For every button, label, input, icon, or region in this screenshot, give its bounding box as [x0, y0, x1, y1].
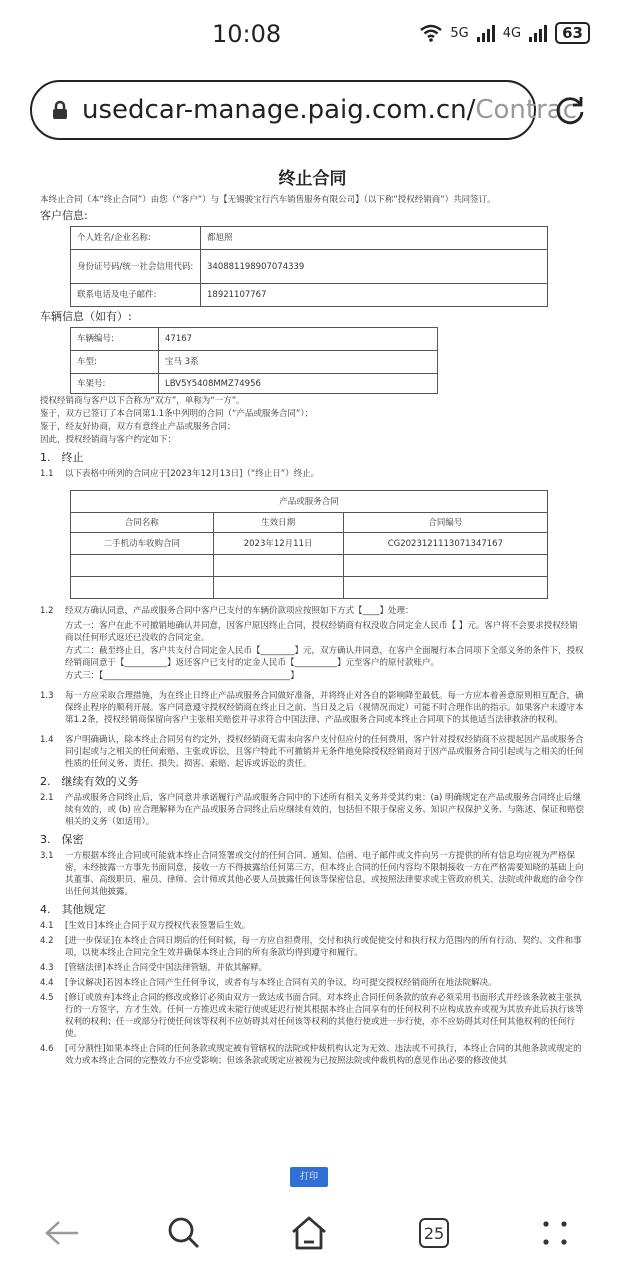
reload-icon[interactable]: [554, 94, 586, 126]
clause-3-1: [40, 850, 585, 898]
table-cell: 47167: [159, 328, 438, 351]
lock-icon: [52, 100, 68, 120]
print-button[interactable]: 打印: [290, 1167, 328, 1187]
clause-text: 每一方应采取合理措施，为在终止日终止产品或服务合同做好准备，并将终止对各自的影响降至最低。每一方应本着善意原则相互配合，确保终止程序的顺利开展。客户同意遵守授权经销商在终止日之前、当日及之后（视情况而定）可能不时合理作出的指示。如果客户未遵守本第1.2条，授权经销商保留向客户主张相关赔偿并寻求符合中国法律、产品或服务合同或本终止合同项下的其他适当法律救济的权利。: [65, 691, 584, 725]
customer-info-table: [70, 226, 548, 307]
table-row: [71, 351, 438, 374]
url-domain: usedcar-manage.paig.com.cn/: [82, 95, 476, 125]
battery-icon: 63: [555, 22, 590, 44]
back-arrow-icon[interactable]: [42, 1213, 82, 1253]
clause-text: 客户明确确认，除本终止合同另有约定外，授权经销商无需未向客户支付但应付的任何费用，客户针对授权经销商不应提起因产品或服务合同引起或与之相关的任何索赔、主张或诉讼，且客户特此不可撤销并无条件地免除授权经销商对于因产品或服务合同引起或与之相关的任何性质的任何义务、责任、损失、损害、索赔、起诉或诉讼的责任。: [65, 735, 584, 769]
recital: 因此，授权经销商与客户约定如下：: [40, 435, 177, 445]
recital: 鉴于，经友好协商，双方有意终止产品或服务合同；: [40, 422, 236, 432]
home-icon[interactable]: [289, 1213, 329, 1253]
table-cell: 车架号:: [71, 374, 159, 394]
signal-5g-label: 5G: [450, 25, 469, 41]
clause-number: 4.5: [40, 993, 54, 1003]
url-text: [82, 95, 577, 125]
clause-number: 2.1: [40, 793, 54, 803]
intro-paragraph: 本终止合同（本“终止合同”）由您（“客户”）与【无锡骏宝行汽车销售服务有限公司】（以下称“授权经销商”）共同签订。: [40, 195, 496, 205]
table-row: [71, 555, 548, 577]
signal-4g-label: 4G: [502, 25, 522, 41]
clause-number: 1.2: [40, 606, 54, 616]
clause-text: [争议解决]若因本终止合同产生任何争议，或者有与本终止合同有关的争议，均可提交授权经销商所在地法院解决。: [65, 978, 497, 988]
table-cell: CG2023121113071347167: [343, 533, 547, 555]
table-cell: 联系电话及电子邮件:: [71, 284, 201, 307]
clause-number: 1.3: [40, 691, 54, 701]
table-row: [71, 374, 438, 394]
tabs-button[interactable]: [414, 1213, 454, 1253]
table-header: 合同编号: [343, 513, 547, 533]
section-4-title: 4. 其他规定: [40, 903, 106, 916]
table-cell: [71, 555, 214, 577]
vehicle-info-heading: 车辆信息（如有）:: [40, 310, 132, 323]
table-cell: [213, 577, 343, 599]
table-row: [71, 328, 438, 351]
wifi-icon: [420, 24, 442, 42]
clause-number: 4.4: [40, 978, 54, 988]
customer-info-heading: 客户信息:: [40, 209, 88, 222]
url-path: Contrac: [475, 95, 578, 125]
table-caption: 产品或服务合同: [71, 491, 548, 513]
clause-1-1: [40, 468, 585, 480]
clause-1-4: [40, 734, 585, 770]
clause-4-5: [40, 992, 585, 1040]
clause-text: [管辖法律]本终止合同受中国法律管辖，并依其解释。: [65, 963, 268, 973]
clause-4-3: [40, 962, 585, 974]
table-cell: [343, 555, 547, 577]
signal-bars-icon: [529, 24, 547, 42]
clause-4-6: [40, 1043, 585, 1067]
clause-1-2: [40, 605, 585, 617]
table-row: [71, 250, 548, 284]
clause-4-2: [40, 935, 585, 959]
clause-text: 经双方确认同意，产品或服务合同中客户已支付的车辆价款项应按照如下方式【____】处理：: [65, 606, 414, 616]
table-cell: 340881198907074339: [201, 250, 548, 284]
table-cell: [343, 577, 547, 599]
clause-2-1: [40, 792, 585, 828]
table-cell: 二手机动车收购合同: [71, 533, 214, 555]
table-cell: [213, 555, 343, 577]
clause-4-1: [40, 920, 585, 932]
signal-bars-icon: [477, 24, 495, 42]
table-cell: 个人姓名/企业名称:: [71, 227, 201, 250]
menu-dots-icon[interactable]: [535, 1213, 575, 1253]
clause-text: 以下表格中所列的合同应于[2023年12月13日]（“终止日”）终止。: [65, 469, 320, 479]
table-row: [71, 227, 548, 250]
clause-1-3: [40, 690, 585, 726]
status-time: 10:08: [212, 20, 282, 48]
table-cell: LBV5Y5408MMZ74956: [159, 374, 438, 394]
table-row: [71, 284, 548, 307]
clause-text: 一方根据本终止合同或可能就本终止合同签署或交付的任何合同、通知、信函、电子邮件或文件向另一方提供的所有信息均应视为严格保密，未经披露一方事先书面同意，接收一方不得披露给任何第三方，但本终止合同的任何内容均不限制接收一方在严格需要知晓的基础上向其董事、高级职员、雇员、律师、会计师或其他必要人员披露任何该等保密信息，或按照法律要求或主管政府机关、法院或仲裁庭的命令作出任何其他披露。: [65, 851, 584, 897]
clause-4-4: [40, 977, 585, 989]
tab-count: 25: [419, 1218, 449, 1248]
clause-number: 3.1: [40, 851, 54, 861]
clause-text: [可分割性]如果本终止合同的任何条款或规定被有管辖权的法院或仲裁机构认定为无效、违法或不可执行，本终止合同的其他条款或规定的效力或本终止合同的完整效力不应受影响；但该条款或规定应被视为已按照法院或仲裁机构的意见作出必要的修改使其: [65, 1044, 582, 1066]
section-2-title: 2. 继续有效的义务: [40, 775, 139, 788]
table-cell: 都旭照: [201, 227, 548, 250]
table-header: 合同名称: [71, 513, 214, 533]
recital: 授权经销商与客户以下合称为“双方”，单称为“一方”。: [40, 396, 245, 406]
vehicle-info-table: [70, 327, 438, 394]
table-cell: [71, 577, 214, 599]
clause-number: 4.6: [40, 1044, 54, 1054]
section-3-title: 3. 保密: [40, 833, 84, 846]
clause-number: 4.1: [40, 921, 54, 931]
clause-text: 产品或服务合同终止后，客户同意并承诺履行产品或服务合同中的下述所有相关义务并受其约束：(a) 明确规定在产品或服务合同终止后继续有效的，或 (b) 应合理解释为在产品或服务合同终止后应继续有效的，包括但不限于保密义务、知识产权保护义务、与陈述、保证和赔偿相关的义务（如适用）。: [65, 793, 584, 827]
browser-nav-bar: [0, 1195, 620, 1280]
system-icons: [420, 22, 590, 44]
clause-text: [生效日]本终止合同于双方授权代表签署后生效。: [65, 921, 251, 931]
table-cell: 宝马 3系: [159, 351, 438, 374]
clause-number: 4.3: [40, 963, 54, 973]
table-cell: 2023年12月11日: [213, 533, 343, 555]
document-title: 终止合同: [278, 169, 347, 189]
status-bar: [0, 0, 620, 70]
table-row: [71, 577, 548, 599]
clause-option-3: 方式三：【____________________________________________】: [65, 671, 299, 681]
table-cell: 18921107767: [201, 284, 548, 307]
clause-text: [修订或放弃]本终止合同的修改或修订必须由双方一致达成书面合同。对本终止合同任何条款的放弃必须采用书面形式并经该条款被主张执行的一方签字，方才生效。任何一方推迟或未能行使或延迟行使其根据本终止合同享有的任何权利不应构成放弃或视为其放弃此后执行该等权利的权利；任一或部分行使任何该等权利不应妨碍其对任何该等权利的其他行使或进一步行使，亦不应妨碍其对任何其他权利的任何行使。: [65, 993, 584, 1039]
table-row: [71, 533, 548, 555]
table-row: [71, 513, 548, 533]
table-cell: 身份证号码/统一社会信用代码:: [71, 250, 201, 284]
table-cell: 车辆编号:: [71, 328, 159, 351]
section-1-title: 1. 终止: [40, 451, 84, 464]
contract-table: [70, 490, 548, 599]
clause-option-2: 方式二：截至终止日，客户共支付合同定金人民币【________】元，双方确认并同意，在客户全面履行本合同项下全部义务的条件下，授权经销商同意于【__________】返还客户已支付的定金人民币【__________】元至客户的原付款账户。: [65, 646, 584, 668]
clause-number: 4.2: [40, 936, 54, 946]
table-row: [71, 491, 548, 513]
clause-number: 1.1: [40, 469, 54, 479]
clause-option-1: 方式一：客户在此不可撤销地确认并同意，因客户原因终止合同，授权经销商有权没收合同定金人民币【 】元。客户将不会要求授权经销商以任何形式返还已没收的合同定金。: [65, 621, 578, 643]
table-header: 生效日期: [213, 513, 343, 533]
table-cell: 车型:: [71, 351, 159, 374]
contract-document: [40, 170, 585, 1190]
clause-number: 1.4: [40, 735, 54, 745]
address-bar[interactable]: [30, 80, 578, 140]
clause-text: [进一步保证]在本终止合同日期后的任何时候，每一方应自担费用，交付和执行或促使交付和执行权力范围内的所有行动、契约、文件和事项，以使本终止合同完全生效并确保本终止合同的所有条款均得到遵守和履行。: [65, 936, 582, 958]
search-icon[interactable]: [164, 1213, 204, 1253]
recital: 鉴于，双方已签订了本合同第1.1条中列明的合同（“产品或服务合同”）；: [40, 409, 314, 419]
